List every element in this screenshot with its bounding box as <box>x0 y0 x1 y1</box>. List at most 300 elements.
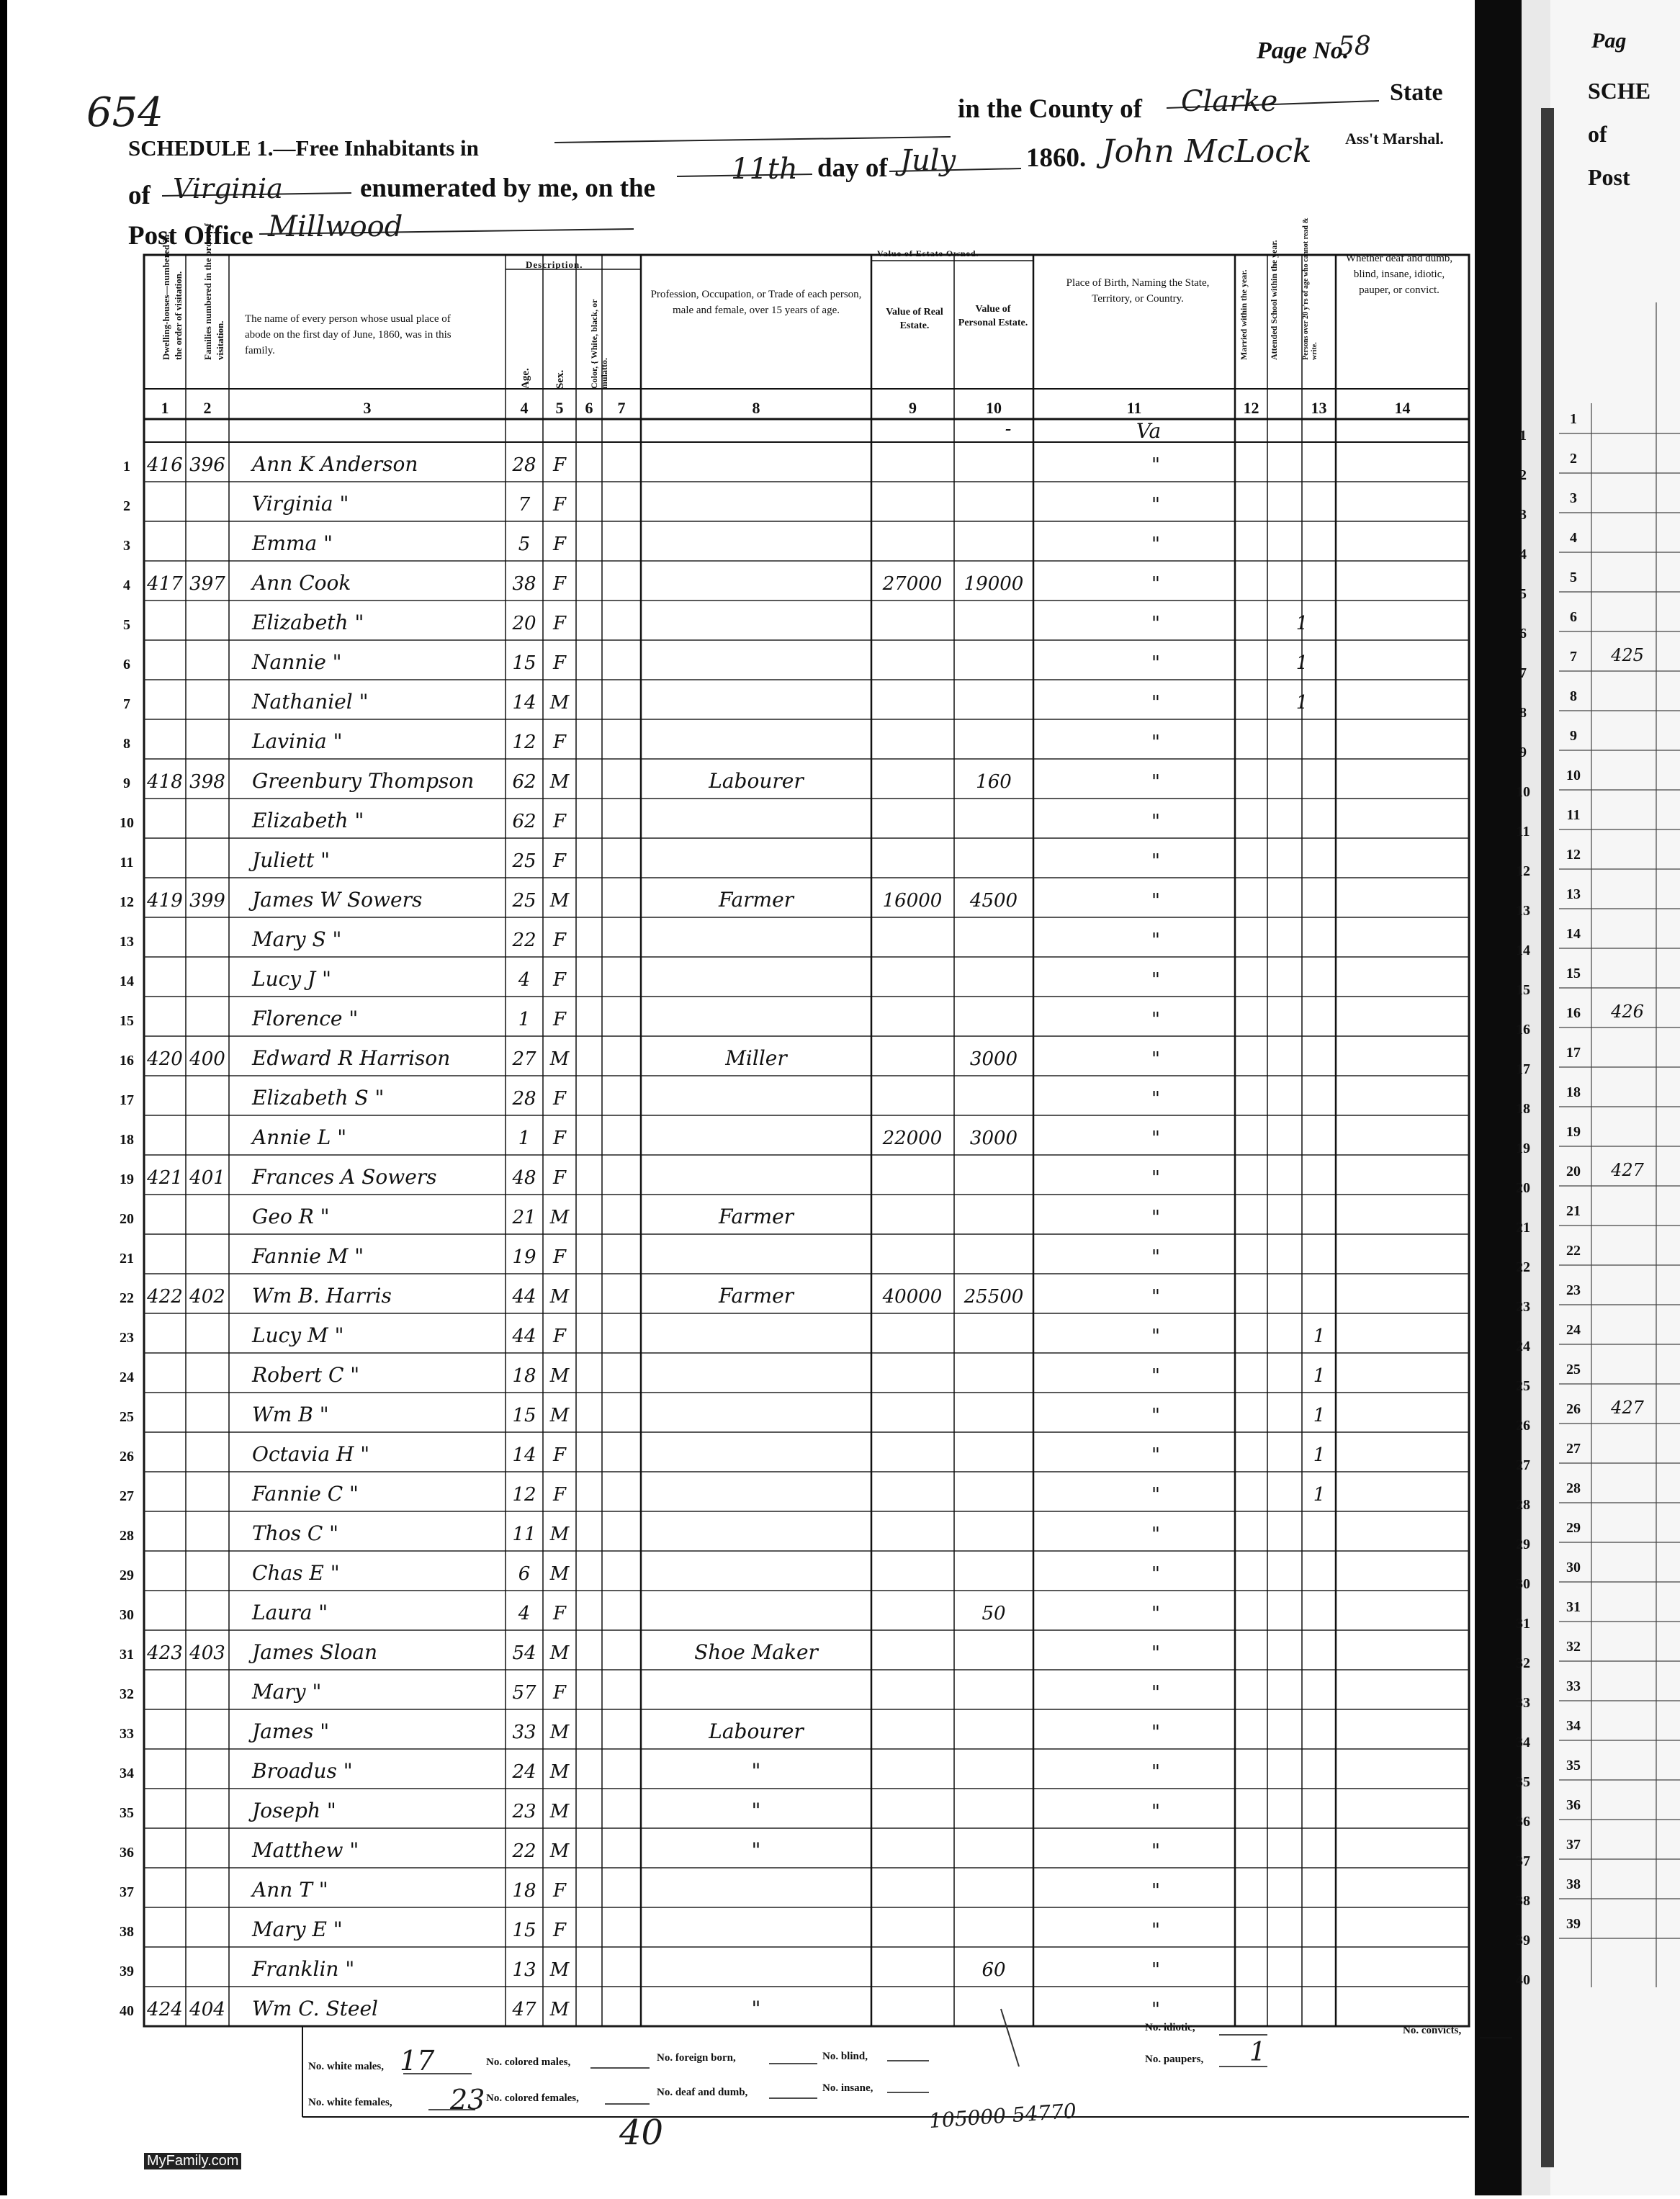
left-line-number: 36 <box>120 1845 134 1861</box>
person-age: 44 <box>512 1326 536 1347</box>
person-sex: F <box>552 1682 567 1704</box>
person-name: Greenbury Thompson <box>252 769 475 793</box>
of-label: of <box>128 181 151 210</box>
person-sex: F <box>552 1880 567 1902</box>
birthplace-ditto: " <box>1151 1682 1160 1704</box>
person-name: Wm B " <box>252 1403 329 1426</box>
month-value: July <box>900 144 956 177</box>
left-line-number: 28 <box>120 1528 134 1544</box>
watermark: MyFamily.com <box>144 2153 241 2169</box>
white-males-label: No. white males, <box>308 2061 384 2072</box>
person-name: Virginia " <box>252 492 349 516</box>
right-line-number: 33 <box>1516 1695 1530 1711</box>
facing-page-line-number: 27 <box>1566 1441 1581 1457</box>
person-sex: F <box>552 1484 567 1506</box>
facing-page-line-number: 9 <box>1570 728 1577 744</box>
schedule-title: SCHEDULE 1.—Free Inhabitants in <box>128 135 479 161</box>
personal-estate-value: 19000 <box>963 573 1024 595</box>
right-line-number: 12 <box>1516 863 1530 879</box>
post-office-label: Post Office <box>128 221 253 251</box>
facing-page-line-number: 33 <box>1566 1678 1581 1694</box>
family-number: 400 <box>189 1048 225 1070</box>
marshal-label: Ass't Marshal. <box>1345 130 1444 148</box>
column-number: 5 <box>555 399 564 417</box>
right-line-number: 29 <box>1516 1537 1530 1552</box>
name-heading: The name of every person whose usual place of abode on the first day of June, 1860, was in this family. <box>245 313 452 356</box>
person-name: Matthew " <box>252 1838 359 1862</box>
personal-estate-value: 4500 <box>969 890 1018 912</box>
person-age: 20 <box>512 613 536 634</box>
right-line-number: 17 <box>1516 1061 1530 1077</box>
birthplace-ditto: " <box>1151 1048 1160 1070</box>
description-heading: Description. <box>526 259 583 270</box>
illiterate-mark: 1 <box>1313 1484 1326 1506</box>
person-sex: M <box>549 1405 570 1426</box>
right-line-number: 34 <box>1516 1735 1530 1750</box>
left-line-number: 18 <box>120 1132 134 1148</box>
personal-estate-value: 60 <box>982 1959 1006 1981</box>
dwelling-number: 424 <box>147 1999 183 2020</box>
real-estate-heading: Value of Real Estate. <box>886 307 943 331</box>
person-age: 62 <box>512 771 536 793</box>
birthplace-ditto: " <box>1151 1959 1160 1981</box>
left-line-number: 31 <box>120 1647 134 1663</box>
person-age: 47 <box>512 1999 536 2020</box>
left-line-number: 11 <box>120 855 134 871</box>
birthplace-ditto: " <box>1151 1840 1160 1862</box>
column-number: 10 <box>986 399 1002 417</box>
right-line-number: 32 <box>1516 1655 1530 1671</box>
right-line-number: 38 <box>1516 1893 1530 1909</box>
personal-estate-value: 160 <box>976 771 1012 793</box>
person-sex: M <box>549 771 570 793</box>
right-page-of: of <box>1588 121 1607 147</box>
idiotic-label: No. idiotic, <box>1145 2022 1195 2033</box>
right-line-number: 27 <box>1516 1457 1530 1473</box>
person-occupation: Farmer <box>718 1284 794 1308</box>
right-line-number: 36 <box>1516 1814 1530 1830</box>
colored-males-label: No. colored males, <box>486 2056 571 2068</box>
page-shadow-left <box>0 0 7 2195</box>
birthplace-ditto: " <box>1151 890 1160 912</box>
facing-page-line-number: 37 <box>1566 1837 1581 1853</box>
right-page-title: SCHE <box>1588 78 1651 104</box>
family-number: 401 <box>189 1167 225 1189</box>
person-occupation: Shoe Maker <box>694 1640 818 1664</box>
birthplace-ditto: " <box>1151 1326 1160 1347</box>
person-sex: F <box>552 732 567 753</box>
enumerated-label: enumerated by me, on the <box>360 174 656 203</box>
person-name: Ann K Anderson <box>252 452 418 476</box>
birthplace-ditto: " <box>1151 573 1160 595</box>
facing-page-line-number: 13 <box>1566 886 1581 902</box>
right-line-number: 13 <box>1516 903 1530 919</box>
person-occupation: Farmer <box>718 1205 794 1228</box>
facing-page-line-number: 6 <box>1570 609 1577 625</box>
facing-page-line-number: 3 <box>1570 490 1577 506</box>
person-age: 13 <box>512 1959 536 1981</box>
person-age: 1 <box>518 1128 531 1149</box>
person-name: James W Sowers <box>252 888 423 912</box>
illiterate-mark: 1 <box>1313 1405 1326 1426</box>
person-age: 22 <box>512 1840 536 1862</box>
column-number: 6 <box>585 399 593 417</box>
person-name: Franklin " <box>252 1957 355 1981</box>
facing-page-line-number: 19 <box>1566 1124 1581 1140</box>
school-mark: 1 <box>1295 652 1308 674</box>
left-line-number: 38 <box>120 1924 134 1940</box>
year-label: 1860. <box>1026 143 1087 173</box>
facing-page-line-number: 11 <box>1566 807 1581 823</box>
birthplace-ditto: " <box>1151 1920 1160 1941</box>
person-sex: F <box>552 1088 567 1110</box>
real-estate-value: 40000 <box>882 1286 943 1308</box>
personal-estate-value: 25500 <box>963 1286 1024 1308</box>
condition-heading: Whether deaf and dumb, blind, insane, idiotic, pauper, or convict. <box>1345 253 1453 296</box>
birthplace-ditto: " <box>1151 1642 1160 1664</box>
person-age: 18 <box>512 1365 536 1387</box>
birthplace-ditto: " <box>1151 1563 1160 1585</box>
facing-page-line-number: 1 <box>1570 411 1577 427</box>
left-line-number: 2 <box>123 498 130 514</box>
family-number: 404 <box>189 1999 225 2020</box>
left-line-number: 32 <box>120 1686 134 1702</box>
facing-page-line-number: 5 <box>1570 570 1577 585</box>
illiterate-mark: 1 <box>1313 1444 1326 1466</box>
facing-page-line-number: 26 <box>1566 1401 1581 1417</box>
right-line-number: 23 <box>1516 1299 1530 1315</box>
left-line-number: 12 <box>120 894 134 910</box>
left-line-number: 22 <box>120 1290 134 1306</box>
left-line-number: 15 <box>120 1013 134 1029</box>
dwelling-number: 420 <box>147 1048 183 1070</box>
person-sex: M <box>549 1642 570 1664</box>
left-line-number: 23 <box>120 1330 134 1346</box>
illiterate-mark: 1 <box>1313 1365 1326 1387</box>
right-line-number: 4 <box>1519 547 1527 562</box>
column-number: 3 <box>363 399 372 417</box>
person-sex: M <box>549 1563 570 1585</box>
family-number: 402 <box>189 1286 225 1308</box>
birthplace-ditto: " <box>1151 1246 1160 1268</box>
person-sex: M <box>549 1840 570 1862</box>
convicts-label: No. convicts, <box>1403 2025 1462 2036</box>
right-line-number: 18 <box>1516 1101 1530 1117</box>
person-age: 1 <box>518 1009 531 1030</box>
left-line-number: 34 <box>120 1766 134 1781</box>
birthplace-ditto: " <box>1151 1722 1160 1743</box>
family-number: 403 <box>189 1642 225 1664</box>
person-name: Lavinia " <box>252 729 343 753</box>
person-age: 54 <box>512 1642 536 1664</box>
page-number: 58 <box>1338 32 1371 61</box>
foreign-born-label: No. foreign born, <box>657 2052 736 2064</box>
person-name: Geo R " <box>252 1205 330 1228</box>
person-sex: M <box>549 1048 570 1070</box>
sum-note: 105000 54770 <box>928 2098 1077 2133</box>
right-line-number: 1 <box>1519 428 1527 444</box>
person-name: Mary S " <box>252 927 342 951</box>
facing-page-line-number: 28 <box>1566 1480 1581 1496</box>
person-sex: F <box>552 494 567 516</box>
facing-page-line-number: 10 <box>1566 768 1581 783</box>
facing-page-line-number: 21 <box>1566 1203 1581 1219</box>
county-value: Clarke <box>1181 85 1278 118</box>
personal-estate-value: 3000 <box>969 1128 1018 1149</box>
right-line-number: 24 <box>1516 1339 1530 1354</box>
total-note: 40 <box>619 2113 664 2153</box>
person-occupation: Farmer <box>718 888 794 912</box>
left-line-number: 27 <box>120 1488 134 1504</box>
deaf-dumb-label: No. deaf and dumb, <box>657 2087 748 2098</box>
person-age: 12 <box>512 1484 536 1506</box>
facing-page-line-number: 20 <box>1566 1164 1581 1179</box>
person-sex: F <box>552 1603 567 1624</box>
facing-page-line-number: 36 <box>1566 1797 1581 1813</box>
left-line-number: 4 <box>123 577 130 593</box>
person-name: Emma " <box>252 531 333 555</box>
birthplace-ditto: " <box>1151 1286 1160 1308</box>
column-number: 7 <box>617 399 626 417</box>
person-name: Ann T " <box>252 1878 328 1902</box>
footer-tick-mark <box>1001 2009 1019 2067</box>
colored-females-label: No. colored females, <box>486 2092 579 2104</box>
person-age: 4 <box>518 969 531 991</box>
person-sex: F <box>552 1128 567 1149</box>
column-number: 13 <box>1311 399 1327 417</box>
person-age: 28 <box>512 454 536 476</box>
person-age: 5 <box>518 534 531 555</box>
paupers-label: No. paupers, <box>1145 2054 1204 2065</box>
left-line-number: 14 <box>120 973 134 989</box>
married-heading: Married within the year. <box>1239 269 1249 360</box>
person-name: Lucy J " <box>252 967 332 991</box>
blind-label: No. blind, <box>822 2051 868 2062</box>
school-heading: Attended School within the year. <box>1269 240 1279 360</box>
facing-page-line-number: 7 <box>1570 649 1577 665</box>
person-name: Lucy M " <box>252 1323 344 1347</box>
facing-page-line-number: 15 <box>1566 966 1581 981</box>
right-line-number: 22 <box>1516 1259 1530 1275</box>
family-number: 398 <box>189 771 225 793</box>
corner-number: 654 <box>86 89 163 136</box>
insane-label: No. insane, <box>822 2082 873 2094</box>
person-name: Annie L " <box>252 1125 347 1149</box>
right-line-number: 15 <box>1516 982 1530 998</box>
person-sex: F <box>552 850 567 872</box>
facing-page-dwelling: 427 <box>1611 1160 1644 1180</box>
person-sex: F <box>552 1444 567 1466</box>
person-age: 27 <box>512 1048 536 1070</box>
person-sex: M <box>549 1286 570 1308</box>
person-name: Frances A Sowers <box>252 1165 437 1189</box>
person-sex: M <box>549 1365 570 1387</box>
left-line-number: 8 <box>123 736 130 752</box>
person-name: Robert C " <box>252 1363 360 1387</box>
person-age: 24 <box>512 1761 536 1783</box>
birthplace-heading: Place of Birth, Naming the State, Territory, or Country. <box>1066 277 1210 305</box>
left-line-number: 13 <box>120 934 134 950</box>
sex-heading: Sex. <box>554 369 566 389</box>
birthplace-ditto: " <box>1151 454 1160 476</box>
right-line-number: 26 <box>1516 1418 1530 1434</box>
birthplace-ditto: " <box>1151 1128 1160 1149</box>
person-age: 25 <box>512 850 536 872</box>
person-sex: M <box>549 1722 570 1743</box>
person-age: 48 <box>512 1167 536 1189</box>
facing-page-line-number: 35 <box>1566 1758 1581 1773</box>
right-line-number: 9 <box>1519 745 1527 760</box>
left-line-number: 10 <box>120 815 134 831</box>
birthplace-ditto: " <box>1151 1801 1160 1822</box>
person-age: 11 <box>512 1524 536 1545</box>
white-males-value: 17 <box>400 2045 435 2077</box>
person-name: Edward R Harrison <box>252 1046 451 1070</box>
birthplace-ditto: " <box>1151 1484 1160 1506</box>
person-name: James Sloan <box>252 1640 378 1664</box>
left-line-number: 3 <box>123 538 130 554</box>
person-age: 6 <box>518 1563 531 1585</box>
person-sex: F <box>552 811 567 832</box>
person-age: 7 <box>518 494 531 516</box>
person-sex: M <box>549 890 570 912</box>
left-line-number: 29 <box>120 1568 134 1583</box>
left-line-number: 16 <box>120 1053 134 1069</box>
birthplace-ditto: " <box>1151 732 1160 753</box>
left-line-number: 40 <box>120 2003 134 2019</box>
facing-page-line-number: 14 <box>1566 926 1581 942</box>
school-mark: 1 <box>1295 692 1308 714</box>
facing-page-dwelling: 426 <box>1611 1002 1644 1022</box>
birthplace-ditto: " <box>1151 1088 1160 1110</box>
person-name: Nannie " <box>252 650 342 674</box>
right-line-number: 31 <box>1516 1616 1530 1632</box>
family-number: 399 <box>189 890 225 912</box>
person-sex: F <box>552 1167 567 1189</box>
person-name: Broadus " <box>252 1759 353 1783</box>
facing-page-line-number: 38 <box>1566 1876 1581 1892</box>
column-number: 11 <box>1126 399 1142 417</box>
right-line-number: 39 <box>1516 1933 1530 1948</box>
birthplace-ditto: " <box>1151 692 1160 714</box>
facing-page-line-number: 22 <box>1566 1243 1581 1259</box>
day-value: 11th <box>731 153 798 186</box>
facing-page-dwelling: 425 <box>1611 645 1644 665</box>
birthplace-ditto: " <box>1151 613 1160 634</box>
left-line-number: 7 <box>123 696 130 712</box>
person-name: Laura " <box>252 1601 328 1624</box>
left-line-number: 35 <box>120 1805 134 1821</box>
facing-page-line-number: 30 <box>1566 1560 1581 1575</box>
person-age: 15 <box>512 1405 536 1426</box>
color-heading: Color, { White, black, or mulatto. <box>589 299 609 389</box>
facing-page-line-number: 31 <box>1566 1599 1581 1615</box>
person-sex: M <box>549 1959 570 1981</box>
left-line-number: 39 <box>120 1964 134 1979</box>
left-line-number: 25 <box>120 1409 134 1425</box>
day-label: day of <box>817 153 888 183</box>
person-sex: F <box>552 573 567 595</box>
state-label: State <box>1390 79 1443 106</box>
right-line-number: 25 <box>1516 1378 1530 1394</box>
illiterate-mark: 1 <box>1313 1326 1326 1347</box>
birthplace-ditto: " <box>1151 494 1160 516</box>
person-name: Wm C. Steel <box>252 1997 378 2020</box>
person-name: Mary E " <box>252 1917 343 1941</box>
person-age: 28 <box>512 1088 536 1110</box>
birthplace-ditto: " <box>1151 1167 1160 1189</box>
school-mark: 1 <box>1295 613 1308 634</box>
left-line-number: 1 <box>123 459 130 475</box>
facing-page-line-number: 24 <box>1566 1322 1581 1338</box>
column-number: 1 <box>161 399 169 417</box>
right-line-number: 28 <box>1516 1497 1530 1513</box>
person-name: Thos C " <box>252 1521 339 1545</box>
person-sex: F <box>552 1326 567 1347</box>
person-age: 21 <box>512 1207 536 1228</box>
person-sex: M <box>549 1999 570 2020</box>
person-name: Elizabeth S " <box>252 1086 385 1110</box>
right-line-number: 16 <box>1516 1022 1530 1038</box>
right-line-number: 20 <box>1516 1180 1530 1196</box>
right-line-number: 21 <box>1516 1220 1530 1236</box>
person-occupation: Miller <box>725 1046 787 1070</box>
column-number: 8 <box>752 399 760 417</box>
left-line-number: 30 <box>120 1607 134 1623</box>
person-occupation: " <box>751 1759 761 1783</box>
right-line-number: 6 <box>1519 626 1527 642</box>
person-age: 33 <box>512 1722 536 1743</box>
right-line-number: 10 <box>1516 784 1530 800</box>
birthplace-ditto: " <box>1151 652 1160 674</box>
person-age: 57 <box>512 1682 536 1704</box>
birthplace-ditto: " <box>1151 1999 1160 2020</box>
right-line-number: 14 <box>1516 943 1530 958</box>
person-occupation: Labourer <box>709 769 804 793</box>
person-occupation: " <box>751 1799 761 1822</box>
person-name: Mary " <box>252 1680 322 1704</box>
right-line-number: 3 <box>1519 507 1527 523</box>
facing-page-line-number: 2 <box>1570 451 1577 467</box>
person-age: 4 <box>518 1603 531 1624</box>
birthplace-ditto: " <box>1151 1405 1160 1426</box>
page-label: Page No. <box>1257 37 1349 64</box>
left-line-number: 37 <box>120 1884 134 1900</box>
facing-page-line-number: 8 <box>1570 688 1577 704</box>
person-name: Fannie C " <box>252 1482 359 1506</box>
county-label: in the County of <box>958 94 1142 124</box>
person-sex: F <box>552 652 567 674</box>
left-line-number: 9 <box>123 775 130 791</box>
right-line-number: 7 <box>1519 665 1527 681</box>
real-estate-value: 16000 <box>882 890 943 912</box>
facing-page-line-number: 4 <box>1570 530 1577 546</box>
white-females-value: 23 <box>450 2084 485 2115</box>
person-name: Fannie M " <box>252 1244 364 1268</box>
person-sex: M <box>549 1524 570 1545</box>
person-name: Chas E " <box>252 1561 340 1585</box>
left-line-number: 33 <box>120 1726 134 1742</box>
person-name: Ann Cook <box>252 571 351 595</box>
person-age: 12 <box>512 732 536 753</box>
left-line-number: 5 <box>123 617 130 633</box>
birthplace-ditto: " <box>1151 1365 1160 1387</box>
family-heading: Families numbered in the order of visitation. <box>202 223 225 360</box>
person-age: 19 <box>512 1246 536 1268</box>
real-estate-value: 22000 <box>882 1128 943 1149</box>
state-value: Virginia <box>173 173 283 204</box>
birthplace-ditto: " <box>1151 969 1160 991</box>
